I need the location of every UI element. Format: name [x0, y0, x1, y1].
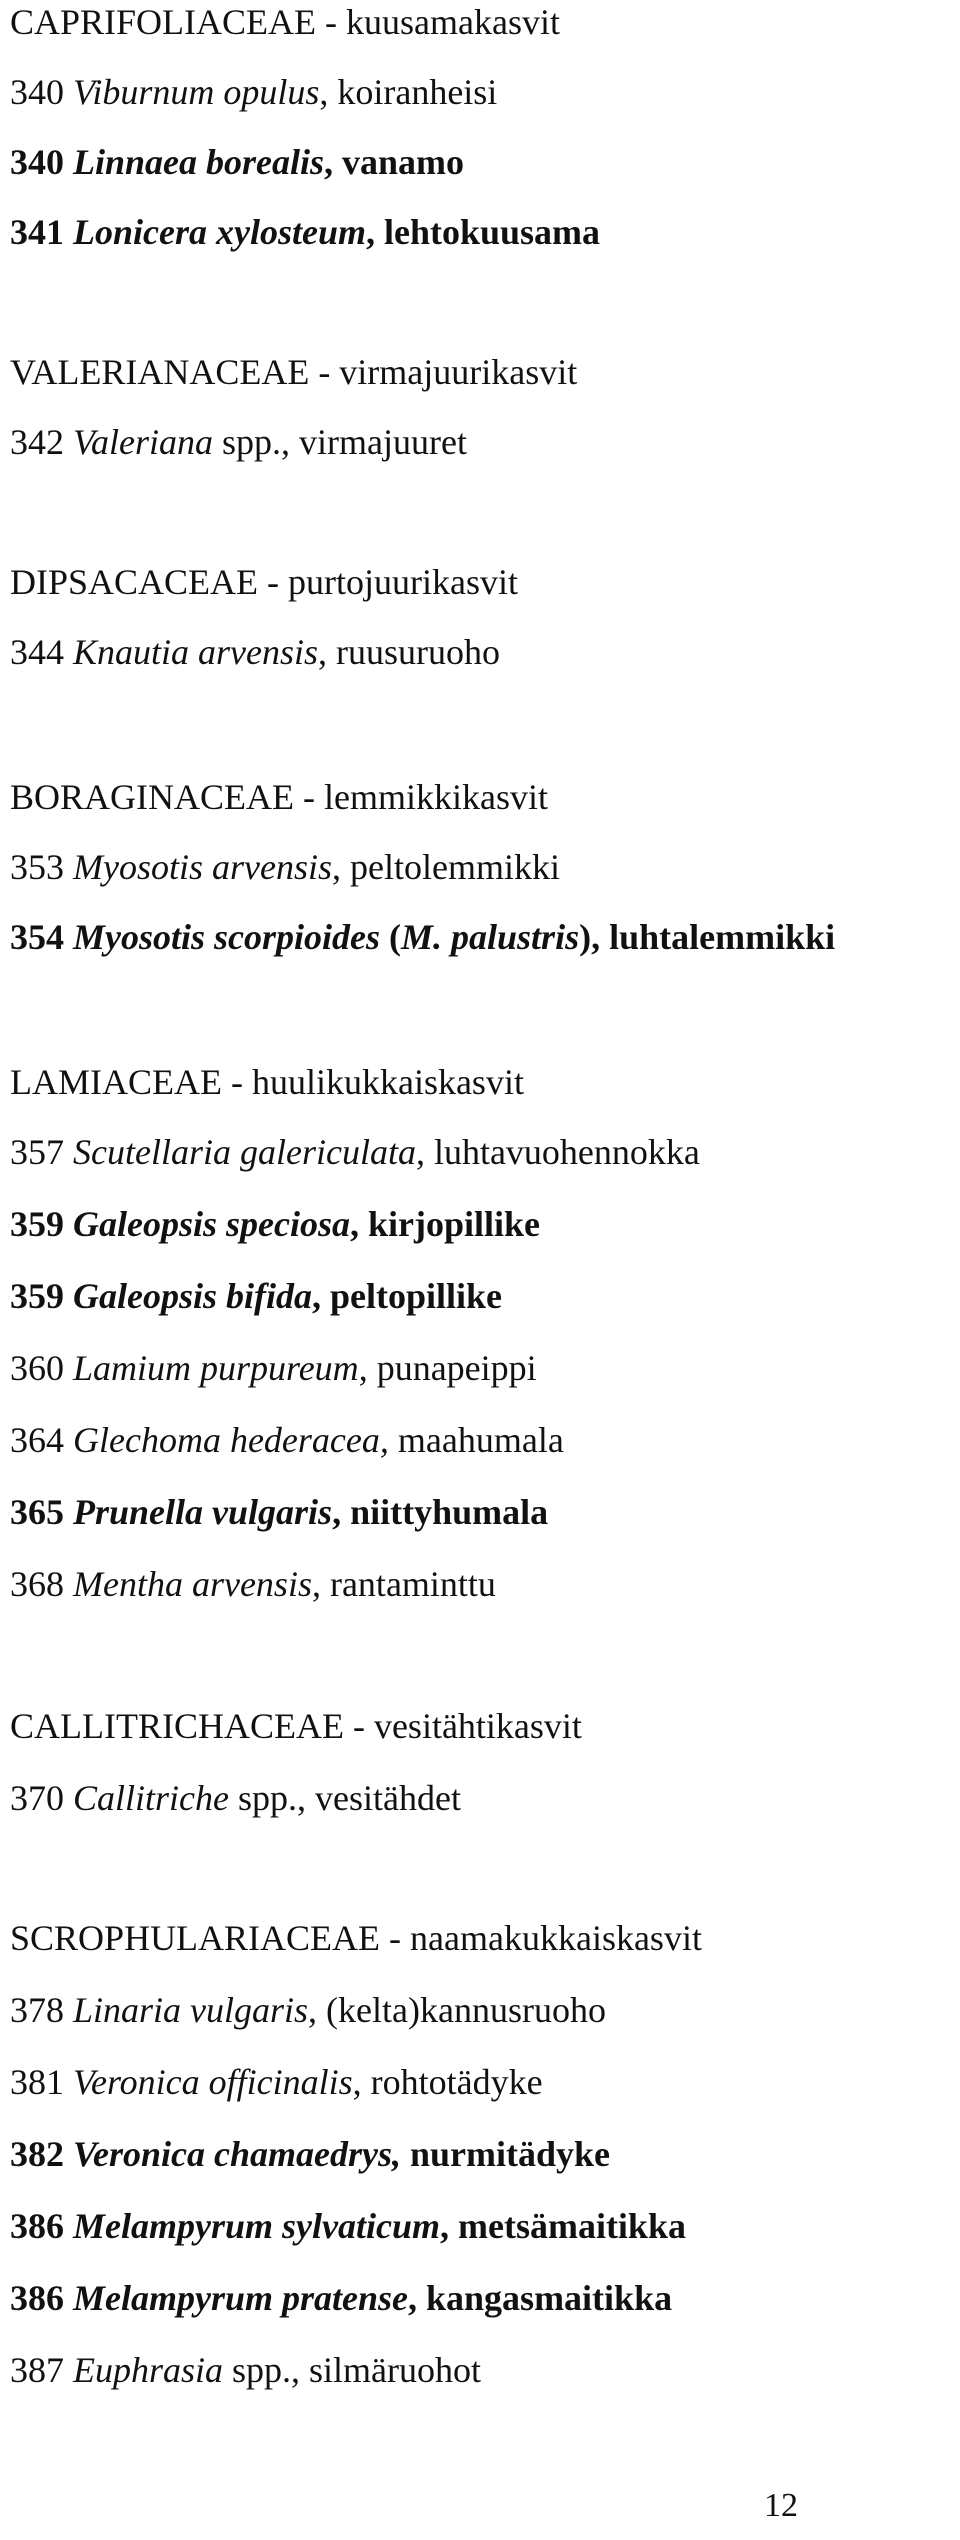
family-header-lamiaceae: LAMIACEAE - huulikukkaiskasvit [10, 1062, 524, 1102]
species-entry: 354 Myosotis scorpioides (M. palustris), luhtalemmikki [10, 917, 836, 957]
page-number: 12 [764, 2487, 798, 2524]
species-entry: 368 Mentha arvensis, rantaminttu [10, 1564, 496, 1604]
species-entry: 359 Galeopsis bifida, peltopillike [10, 1276, 503, 1316]
species-entry: 370 Callitriche spp., vesitähdet [10, 1778, 461, 1818]
species-entry: 344 Knautia arvensis, ruusuruoho [10, 632, 501, 672]
species-entry: 340 Linnaea borealis, vanamo [10, 142, 465, 182]
species-entry: 364 Glechoma hederacea, maahumala [10, 1420, 564, 1460]
species-entry: 386 Melampyrum pratense, kangasmaitikka [10, 2278, 673, 2318]
family-header-scrophulariaceae: SCROPHULARIACEAE - naamakukkaiskasvit [10, 1918, 702, 1958]
species-entry: 387 Euphrasia spp., silmäruohot [10, 2350, 482, 2390]
species-entry: 353 Myosotis arvensis, peltolemmikki [10, 847, 560, 887]
family-header-dipsacaceae: DIPSACACEAE - purtojuurikasvit [10, 562, 518, 602]
species-entry: 386 Melampyrum sylvaticum, metsämaitikka [10, 2206, 686, 2246]
family-header-callitrichaceae: CALLITRICHACEAE - vesitähtikasvit [10, 1706, 582, 1746]
species-entry: 360 Lamium purpureum, punapeippi [10, 1348, 537, 1388]
species-entry: 340 Viburnum opulus, koiranheisi [10, 72, 498, 112]
family-header-boraginaceae: BORAGINACEAE - lemmikkikasvit [10, 777, 548, 817]
species-entry: 382 Veronica chamaedrys, nurmitädyke [10, 2134, 611, 2174]
family-header-valerianaceae: VALERIANACEAE - virmajuurikasvit [10, 352, 578, 392]
species-entry: 381 Veronica officinalis, rohtotädyke [10, 2062, 543, 2102]
species-entry: 365 Prunella vulgaris, niittyhumala [10, 1492, 549, 1532]
family-header-caprifoliaceae: CAPRIFOLIACEAE - kuusamakasvit [10, 2, 560, 42]
species-entry: 359 Galeopsis speciosa, kirjopillike [10, 1204, 541, 1244]
species-entry: 378 Linaria vulgaris, (kelta)kannusruoho [10, 1990, 606, 2030]
species-entry: 341 Lonicera xylosteum, lehtokuusama [10, 212, 601, 252]
species-entry: 342 Valeriana spp., virmajuuret [10, 422, 467, 462]
species-entry: 357 Scutellaria galericulata, luhtavuohennokka [10, 1132, 700, 1172]
